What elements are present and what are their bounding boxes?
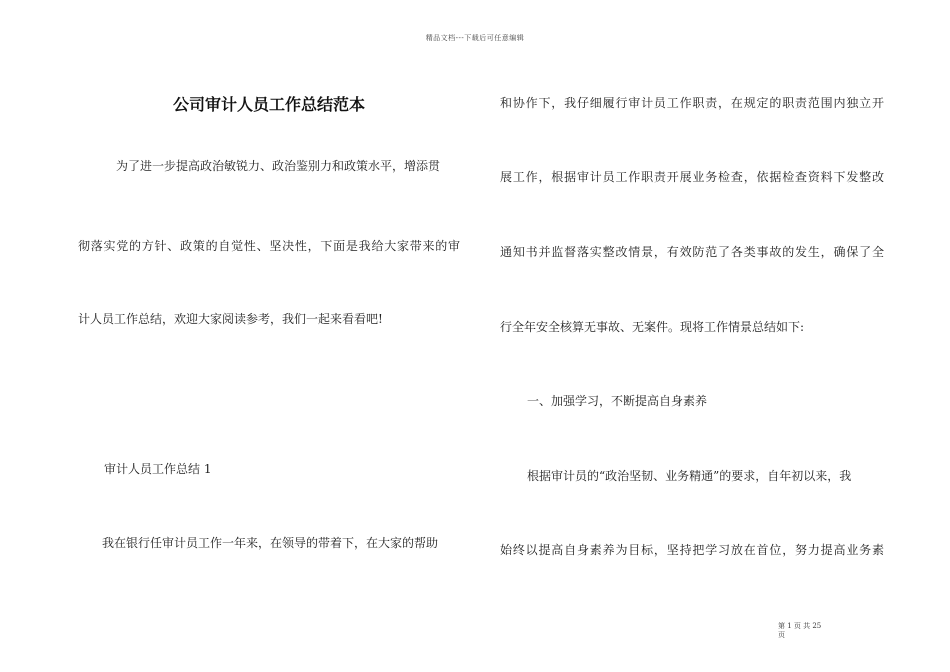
paragraph-line: 为了进一步提高政治敏锐力、政治鉴别力和政策水平，增添贯 bbox=[116, 159, 441, 173]
paragraph-line: 行全年安全核算无事故、无案件。现将工作情景总结如下: bbox=[500, 320, 805, 334]
paragraph-line: 根据审计员的“政治坚韧、业务精通”的要求，自年初以来，我 bbox=[527, 469, 852, 483]
paragraph-line: 彻落实党的方针、政策的自觉性、坚决性，下面是我给大家带来的审 bbox=[78, 239, 460, 253]
paragraph-line: 计人员工作总结，欢迎大家阅读参考，我们一起来看看吧! bbox=[78, 312, 383, 326]
paragraph-line: 展工作，根据审计员工作职责开展业务检查，依据检查资料下发整改 bbox=[500, 170, 884, 184]
paragraph-line: 通知书并监督落实整改情景，有效防范了各类事故的发生，确保了全 bbox=[500, 245, 884, 259]
page-number-line: 第 1 页 共 25 bbox=[778, 622, 822, 630]
section-heading: 一、加强学习，不断提高自身素养 bbox=[527, 394, 708, 408]
page-number-line: 页 bbox=[778, 631, 785, 639]
paragraph-line: 始终以提高自身素养为目标，坚持把学习放在首位，努力提高业务素 bbox=[500, 543, 884, 557]
page-header: 精品文档---下载后可任意编辑 bbox=[425, 34, 525, 42]
page-number bbox=[778, 622, 821, 640]
paragraph-line: 我在银行任审计员工作一年来，在领导的带着下，在大家的帮助 bbox=[102, 536, 439, 550]
section-heading: 审计人员工作总结 1 bbox=[104, 462, 212, 476]
paragraph-line: 和协作下，我仔细履行审计员工作职责，在规定的职责范围内独立开 bbox=[500, 96, 884, 110]
document-title: 公司审计人员工作总结范本 bbox=[172, 95, 365, 114]
